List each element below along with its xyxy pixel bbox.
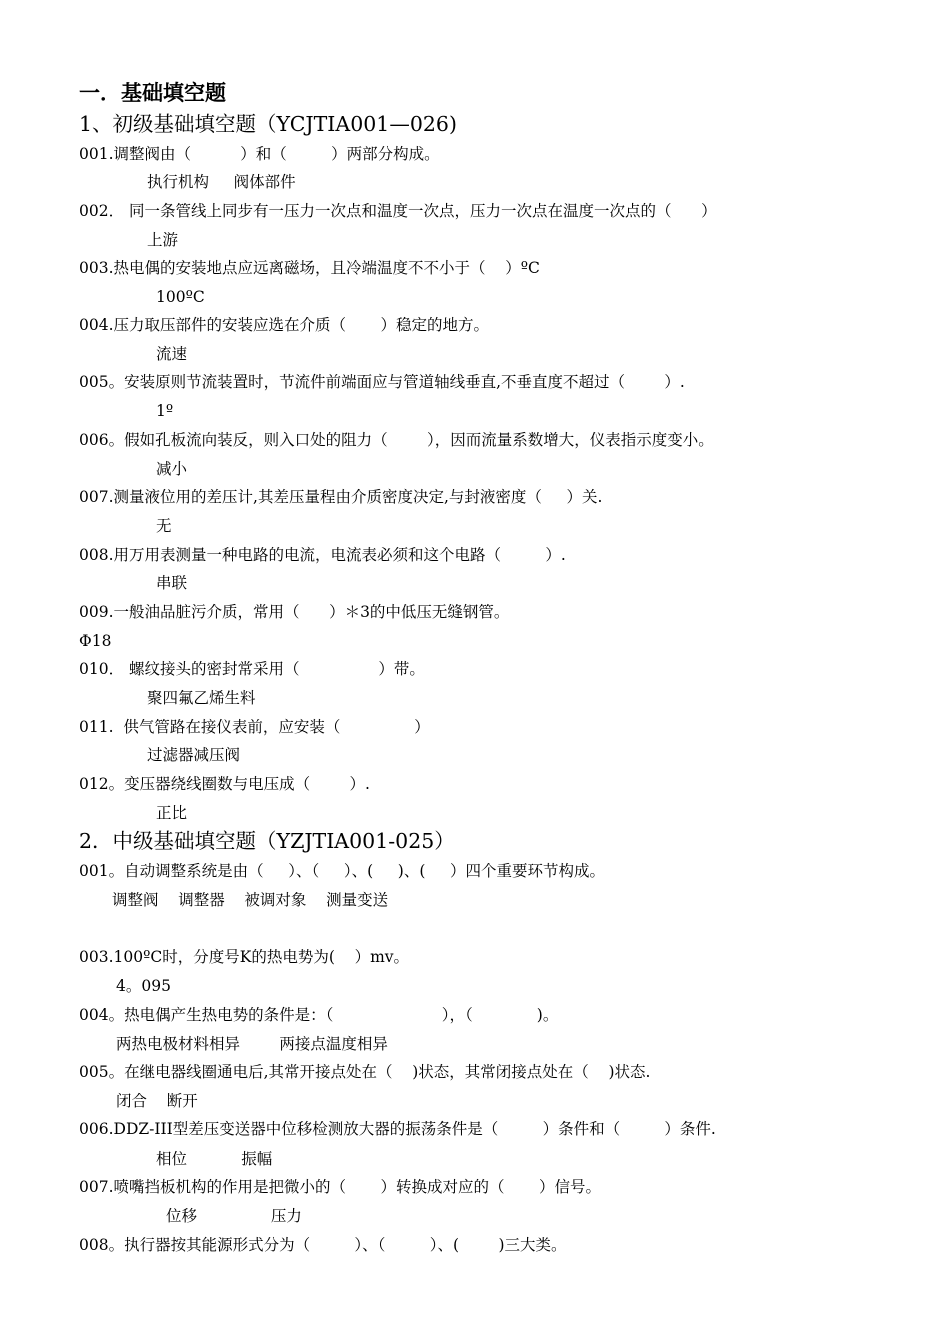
answer-1-001: 执行机构 阀体部件 — [147, 173, 296, 191]
question-1-003: 003.热电偶的安装地点应远离磁场，且冷端温度不不小于（ ）ºC — [79, 259, 540, 277]
question-1-009: 009.一般油品脏污介质，常用（ ）＊3的中低压无缝钢管。 — [79, 603, 510, 621]
question-1-004: 004.压力取压部件的安装应选在介质（ ）稳定的地方。 — [79, 316, 490, 334]
section2-title: 2．中级基础填空题（YZJTIA001-025） — [79, 829, 455, 853]
section1-title: 1、初级基础填空题（YCJTIA001—026) — [79, 112, 457, 136]
answer-1-011: 过滤器减压阀 — [147, 746, 241, 764]
answer-2-007: 位移 压力 — [166, 1207, 302, 1225]
question-2-003: 003.100ºC时，分度号K的热电势为( ）mv。 — [79, 948, 410, 966]
question-2-007: 007.喷嘴挡板机构的作用是把微小的（ ）转换成对应的（ ）信号。 — [79, 1178, 601, 1196]
question-2-005: 005。在继电器线圈通电后,其常开接点处在（ )状态，其常闭接点处在（ )状态. — [79, 1063, 651, 1081]
answer-1-009: Φ18 — [79, 632, 112, 650]
answer-1-005: 1º — [156, 402, 174, 420]
answer-1-006: 减小 — [156, 460, 188, 478]
answer-2-005: 闭合 断开 — [116, 1092, 198, 1110]
question-1-001: 001.调整阀由（ ）和（ ）两部分构成。 — [79, 145, 440, 163]
question-2-004: 004。热电偶产生热电势的条件是：（ ），（ )。 — [79, 1006, 559, 1024]
answer-1-007: 无 — [156, 517, 172, 535]
question-1-011: 011. 供气管路在接仪表前，应安装（ ） — [79, 718, 430, 736]
question-2-008: 008。执行器按其能源形式分为（ ）、（ ）、( )三大类。 — [79, 1236, 567, 1254]
answer-1-010: 聚四氟乙烯生料 — [147, 689, 256, 707]
question-1-005: 005。安装原则节流装置时，节流件前端面应与管道轴线垂直,不垂直度不超过（ ）. — [79, 373, 685, 391]
answer-1-002: 上游 — [147, 231, 179, 249]
answer-1-012: 正比 — [156, 804, 188, 822]
question-1-010: 010． 螺纹接头的密封常采用（ ）带。 — [79, 660, 425, 678]
question-2-006: 006.DDZ-III型差压变送器中位移检测放大器的振荡条件是（ ）条件和（ ）条件. — [79, 1120, 716, 1138]
answer-1-004: 流速 — [156, 345, 188, 363]
question-2-001: 001。自动调整系统是由（ ）、（ ）、( )、( ）四个重要环节构成。 — [79, 862, 606, 880]
main-heading: 一．基础填空题 — [79, 80, 226, 105]
question-1-006: 006。假如孔板流向装反，则入口处的阻力（ ），因而流量系数增大，仪表指示度变小。 — [79, 431, 714, 449]
question-1-007: 007.测量液位用的差压计,其差压量程由介质密度决定,与封液密度（ ）关. — [79, 488, 603, 506]
answer-2-001: 调整阀 调整器 被调对象 测量变送 — [112, 891, 389, 909]
question-1-002: 002． 同一条管线上同步有一压力一次点和温度一次点，压力一次点在温度一次点的（ ） — [79, 202, 717, 220]
answer-2-006: 相位 振幅 — [156, 1150, 273, 1168]
question-1-008: 008.用万用表测量一种电路的电流，电流表必须和这个电路（ ）. — [79, 546, 566, 564]
question-1-012: 012。变压器绕线圈数与电压成（ ）. — [79, 775, 370, 793]
answer-2-004: 两热电极材料相异 两接点温度相异 — [116, 1035, 388, 1053]
answer-2-003: 4。095 — [116, 977, 171, 995]
answer-1-008: 串联 — [156, 574, 188, 592]
answer-1-003: 100ºC — [156, 288, 205, 306]
